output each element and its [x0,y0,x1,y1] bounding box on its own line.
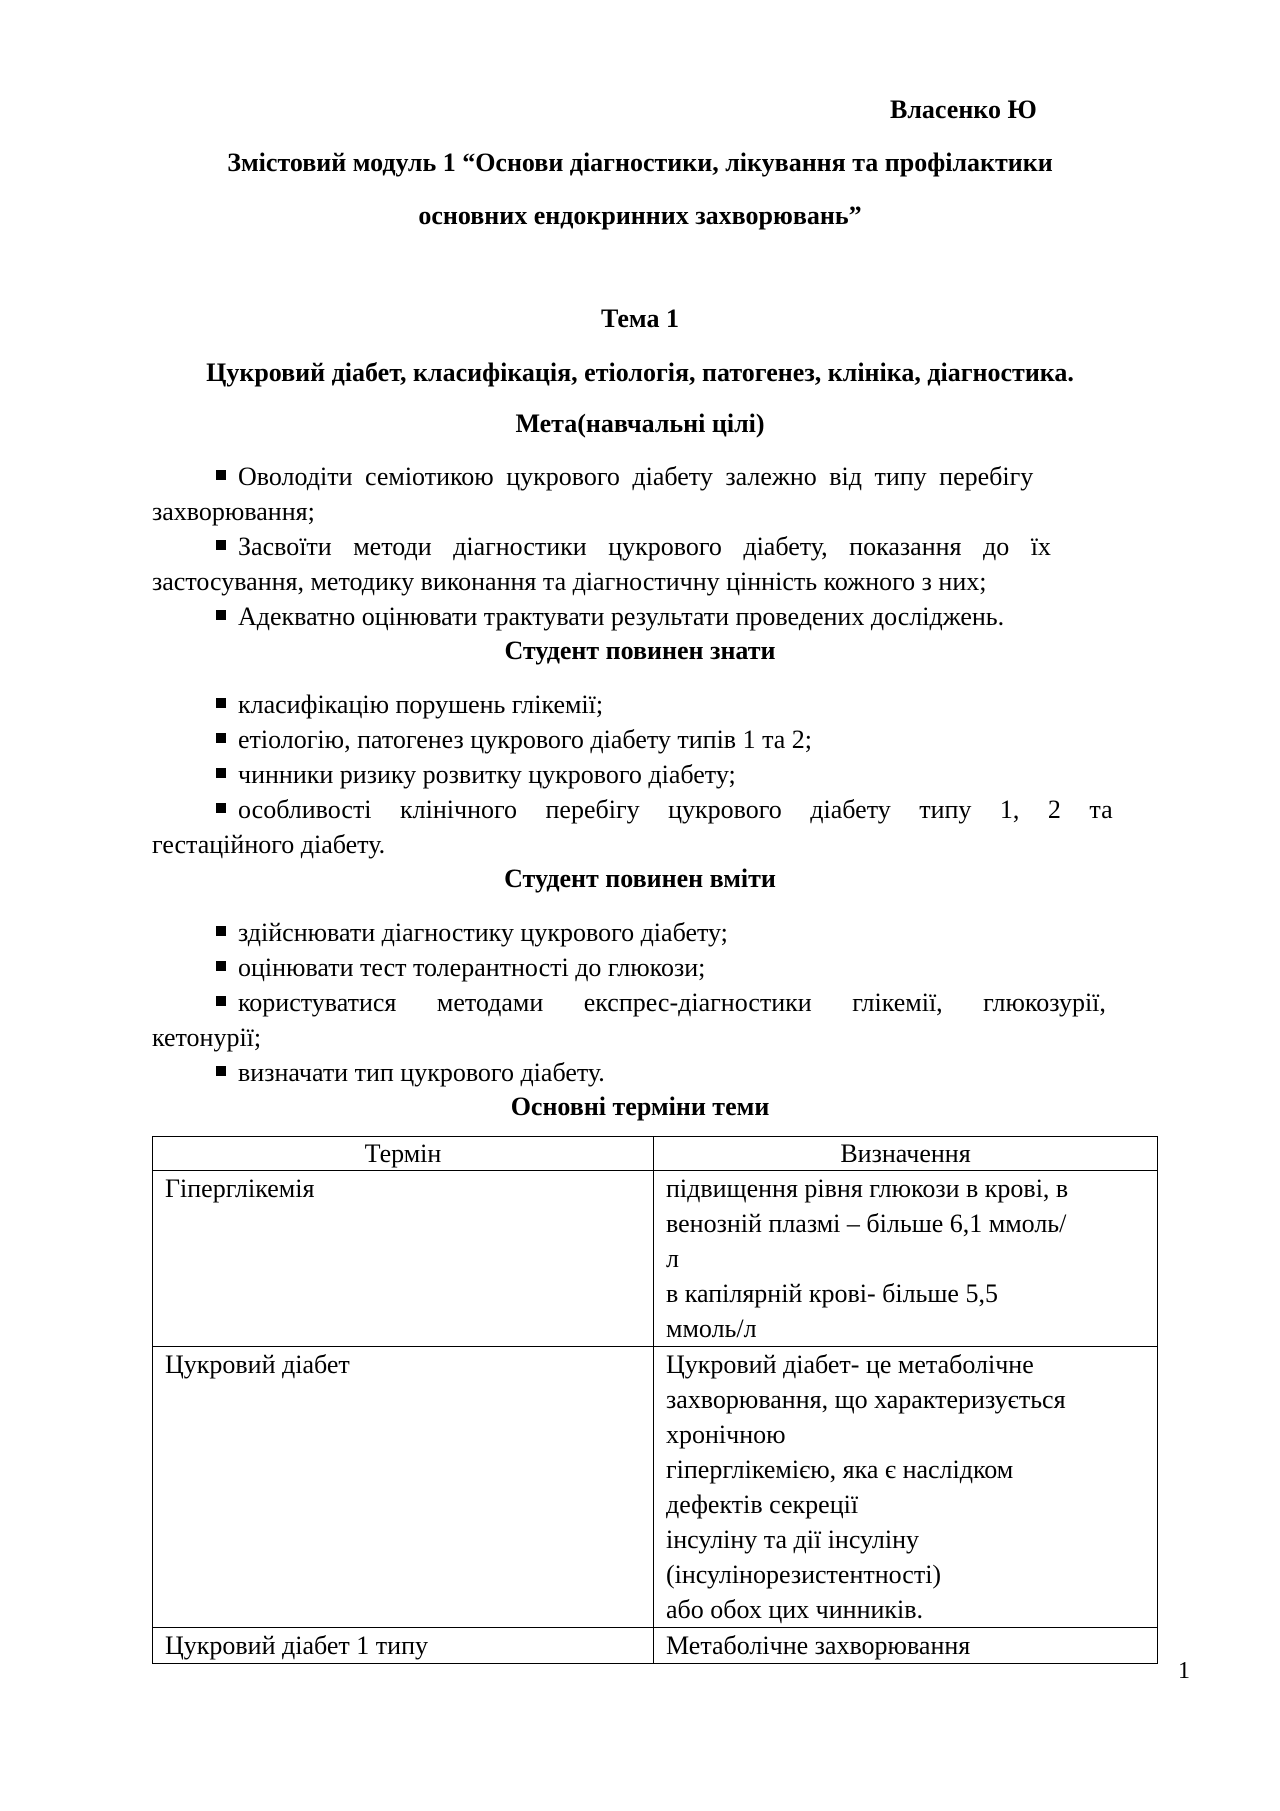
know-text: етіологію, патогенез цукрового діабету типів 1 та 2; [238,725,813,754]
know-continuation: гестаційного діабету. [152,830,386,859]
terms-heading: Основні терміни теми [510,1092,770,1121]
definition-line: (інсулінорезистентності) [666,1560,942,1589]
bullet-square-icon [216,698,226,708]
goal-item [152,602,1190,632]
goal-text: Оволодіти семіотикою цукрового діабету залежно від типу перебігу [238,462,1034,491]
table-row [153,1628,1158,1664]
bullet-square-icon [216,996,226,1006]
know-item [152,690,1190,720]
term-cell: Гіперглікемія [153,1171,654,1347]
terms-table [152,1136,1158,1664]
know-text: класифікацію порушень глікемії; [238,690,604,719]
bullet-square-icon [216,733,226,743]
skill-text: здійснювати діагностику цукрового діабету; [238,918,728,947]
table-header-row [153,1137,1158,1171]
skill-continuation: кетонурії; [152,1023,262,1052]
bullet-square-icon [216,1066,226,1076]
term-cell: Цукровий діабет 1 типу [153,1628,654,1664]
topic-title: Цукровий діабет, класифікація, етіологія, патогенез, клініка, діагностика. [206,358,1074,387]
skill-text: визначати тип цукрового діабету. [238,1058,605,1087]
bullet-square-icon [216,926,226,936]
topic-label: Тема 1 [601,304,679,333]
know-item [152,795,1190,825]
goal-item [152,532,1190,562]
definition-cell [654,1347,1158,1628]
skill-item [152,988,1190,1018]
bullet-square-icon [216,803,226,813]
definition-cell [654,1171,1158,1347]
bullet-square-icon [216,610,226,620]
column-header-term: Термін [153,1137,654,1171]
skill-item [152,953,1190,983]
definition-line: інсуліну та дії інсуліну [666,1525,920,1554]
definition-line: або обох цих чинників. [666,1595,924,1624]
definition-line: гіперглікемією, яка є наслідком [666,1455,1014,1484]
skill-item [152,918,1190,948]
know-text: особливості клінічного перебігу цукрового діабету типу 1, 2 та [238,795,1113,824]
bullet-square-icon [216,540,226,550]
goal-continuation: захворювання; [152,497,315,526]
goal-item [152,462,1190,492]
goal-text: Засвоїти методи діагностики цукрового діабету, показання до їх [238,532,1051,561]
definition-line: дефектів секреції [666,1490,859,1519]
definition-line: венозній плазмі – більше 6,1 ммоль/ [666,1209,1067,1238]
table-row [153,1347,1158,1628]
definition-line: захворювання, що характеризується [666,1385,1066,1414]
module-title-line-1: Змістовий модуль 1 “Основи діагностики, лікування та профілактики [227,148,1053,177]
skills-heading: Студент повинен вміти [504,864,776,893]
know-item [152,760,1190,790]
know-heading: Студент повинен знати [504,636,776,665]
definition-line: підвищення рівня глюкози в крові, в [666,1174,1069,1203]
know-text: чинники ризику розвитку цукрового діабету; [238,760,736,789]
goal-continuation: застосування, методику виконання та діагностичну цінність кожного з них; [152,567,987,596]
bullet-square-icon [216,768,226,778]
know-item [152,725,1190,755]
goals-heading: Мета(навчальні цілі) [515,409,765,438]
skill-text: користуватися методами експрес-діагностики глікемії, глюкозурії, [238,988,1106,1017]
definition-cell [654,1628,1158,1664]
goal-text: Адекватно оцінювати трактувати результати проведених досліджень. [238,602,1005,631]
module-title-line-2: основних ендокринних захворювань” [418,201,862,230]
definition-line: ммоль/л [666,1314,757,1343]
definition-line: л [666,1244,679,1273]
bullet-square-icon [216,470,226,480]
column-header-definition: Визначення [654,1137,1158,1171]
definition-line: в капілярній крові- більше 5,5 [666,1279,998,1308]
table-row [153,1171,1158,1347]
author-name: Власенко Ю [890,95,1037,124]
definition-line: Цукровий діабет- це метаболічне [666,1350,1034,1379]
skill-item [152,1058,1190,1088]
skill-text: оцінювати тест толерантності до глюкози; [238,953,706,982]
definition-line: Метаболічне захворювання [666,1631,971,1660]
bullet-square-icon [216,961,226,971]
page-number: 1 [1178,1658,1190,1684]
term-cell: Цукровий діабет [153,1347,654,1628]
definition-line: хронічною [666,1420,786,1449]
